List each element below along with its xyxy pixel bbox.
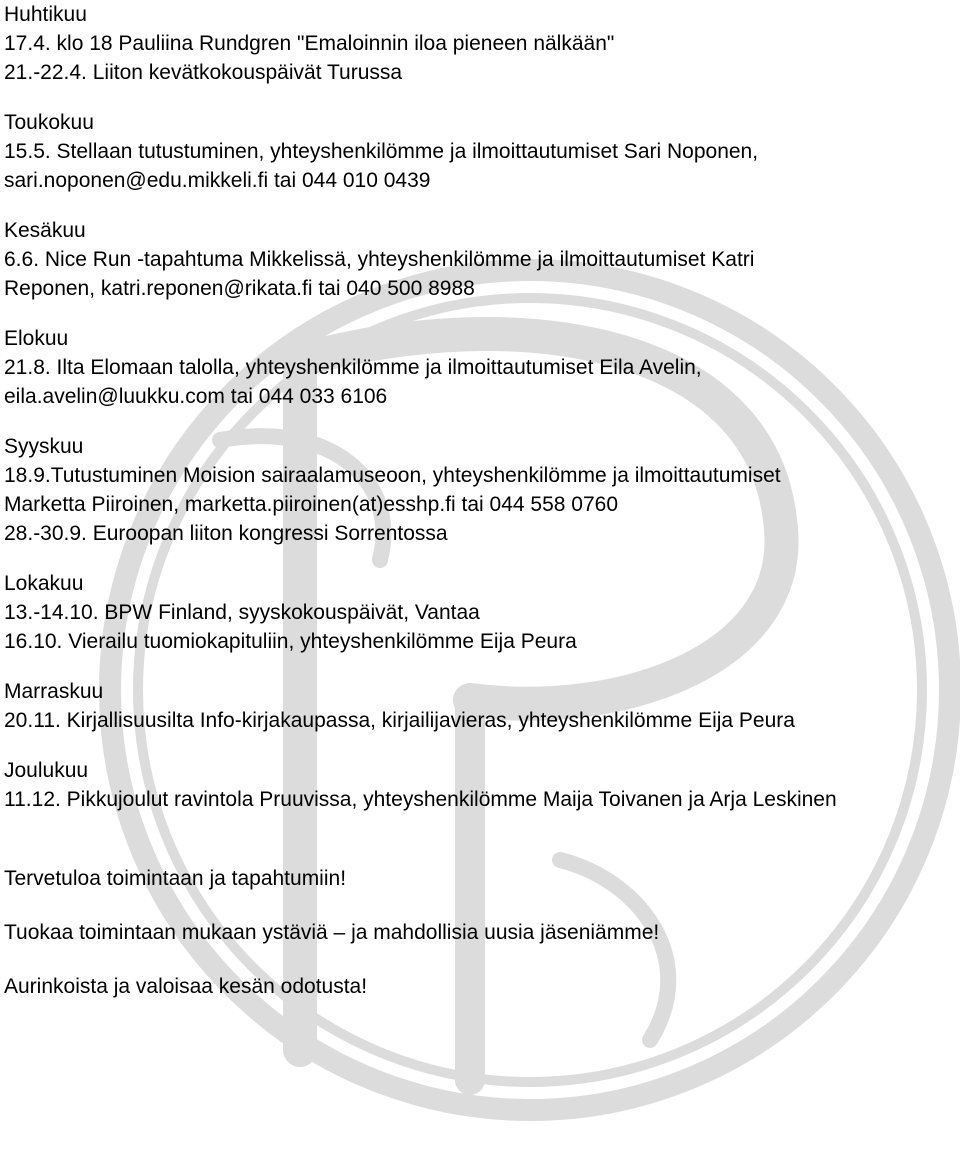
event-line: eila.avelin@luukku.com tai 044 033 6106 <box>4 385 388 408</box>
month-section-huhtikuu <box>4 0 960 87</box>
event-line: 20.11. Kirjallisuusilta Info-kirjakaupassa, kirjailijavieras, yhteyshenkilömme Eija Peura <box>4 709 795 732</box>
month-heading: Lokakuu <box>4 572 84 595</box>
event-line: 17.4. klo 18 Pauliina Rundgren "Emaloinnin iloa pieneen nälkään" <box>4 32 615 55</box>
month-heading: Toukokuu <box>4 111 94 134</box>
month-section-joulukuu <box>4 756 960 814</box>
invite-text: Tuokaa toimintaan mukaan ystäviä – ja mahdollisia uusia jäseniämme! <box>4 921 660 944</box>
month-section-lokakuu <box>4 569 960 656</box>
welcome-text: Tervetuloa toimintaan ja tapahtumiin! <box>4 867 347 890</box>
event-line: sari.noponen@edu.mikkeli.fi tai 044 010 0439 <box>4 169 431 192</box>
month-heading: Huhtikuu <box>4 3 87 26</box>
wish-text: Aurinkoista ja valoisaa kesän odotusta! <box>4 975 368 998</box>
event-line: 6.6. Nice Run -tapahtuma Mikkelissä, yhteyshenkilömme ja ilmoittautumiset Katri <box>4 248 755 271</box>
month-heading: Syyskuu <box>4 435 84 458</box>
month-section-toukokuu <box>4 108 960 195</box>
month-section-elokuu <box>4 324 960 411</box>
event-line: 28.-30.9. Euroopan liiton kongressi Sorrentossa <box>4 522 448 545</box>
month-section-syyskuu <box>4 432 960 548</box>
event-line: Marketta Piiroinen, marketta.piiroinen(at)esshp.fi tai 044 558 0760 <box>4 493 619 516</box>
event-line: Reponen, katri.reponen@rikata.fi tai 040 500 8988 <box>4 277 475 300</box>
event-line: 18.9.Tutustuminen Moision sairaalamuseoon, yhteyshenkilömme ja ilmoittautumiset <box>4 464 781 487</box>
event-line: 21.-22.4. Liiton kevätkokouspäivät Turussa <box>4 61 403 84</box>
event-line: 15.5. Stellaan tutustuminen, yhteyshenkilömme ja ilmoittautumiset Sari Noponen, <box>4 140 759 163</box>
month-heading: Marraskuu <box>4 680 104 703</box>
month-section-kesakuu <box>4 216 960 303</box>
month-heading: Joulukuu <box>4 759 89 782</box>
closing-section <box>4 864 960 1001</box>
event-line: 21.8. Ilta Elomaan talolla, yhteyshenkilömme ja ilmoittautumiset Eila Avelin, <box>4 356 702 379</box>
month-section-marraskuu <box>4 677 960 735</box>
event-line: 16.10. Vierailu tuomiokapituliin, yhteyshenkilömme Eija Peura <box>4 630 577 653</box>
month-heading: Elokuu <box>4 327 69 350</box>
event-line: 13.-14.10. BPW Finland, syyskokouspäivät, Vantaa <box>4 601 480 624</box>
month-heading: Kesäkuu <box>4 219 86 242</box>
event-line: 11.12. Pikkujoulut ravintola Pruuvissa, yhteyshenkilömme Maija Toivanen ja Arja Leskinen <box>4 788 837 811</box>
